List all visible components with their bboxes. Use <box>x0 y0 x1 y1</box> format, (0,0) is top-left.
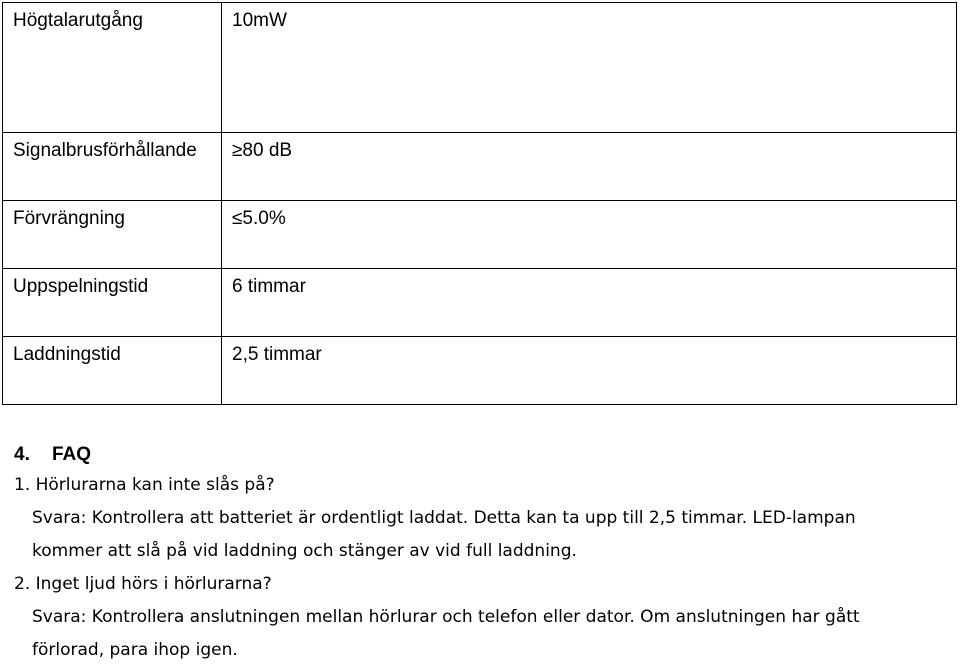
faq-question: 2. Inget ljud hörs i hörlurarna? <box>14 574 272 594</box>
spec-value: ≤5.0% <box>222 201 957 269</box>
faq-number: 4. <box>14 444 30 465</box>
spec-value: 6 timmar <box>222 269 957 337</box>
spec-label: Signalbrusförhållande <box>3 133 222 201</box>
table-row <box>3 269 957 337</box>
spec-label: Högtalarutgång <box>3 3 222 133</box>
table-row <box>3 337 957 405</box>
faq-answer: Svara: Kontrollera att batteriet är ordentligt laddat. Detta kan ta upp till 2,5 timmar. LED-lampan <box>32 508 856 528</box>
spec-label: Förvrängning <box>3 201 222 269</box>
table-row <box>3 133 957 201</box>
faq-title: FAQ <box>52 444 92 465</box>
faq-answer: kommer att slå på vid laddning och stänger av vid full laddning. <box>32 541 577 561</box>
table-row <box>3 201 957 269</box>
spec-label: Laddningstid <box>3 337 222 405</box>
faq-answer: förlorad, para ihop igen. <box>32 640 238 660</box>
spec-value: 10mW <box>222 3 957 133</box>
spec-table <box>2 2 957 405</box>
table-row <box>3 3 957 133</box>
faq-question: 1. Hörlurarna kan inte slås på? <box>14 475 275 495</box>
spec-value: 2,5 timmar <box>222 337 957 405</box>
faq-answer: Svara: Kontrollera anslutningen mellan hörlurar och telefon eller dator. Om anslutningen har gått <box>32 607 860 627</box>
spec-label: Uppspelningstid <box>3 269 222 337</box>
spec-value: ≥80 dB <box>222 133 957 201</box>
faq-heading <box>14 441 954 469</box>
faq-section <box>14 441 954 667</box>
